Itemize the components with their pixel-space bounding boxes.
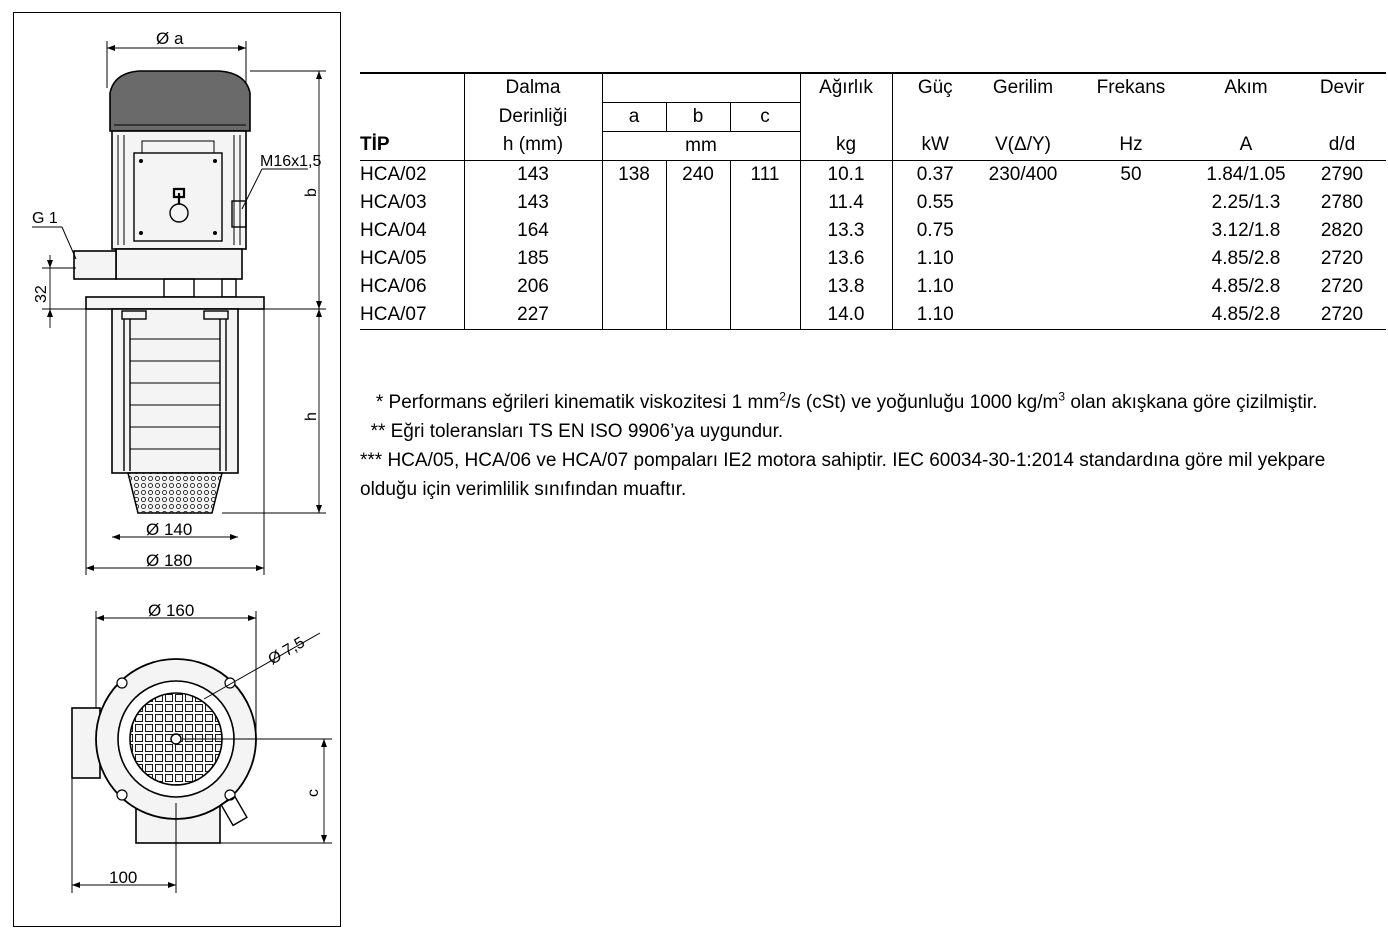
dim-7-5-label: Ø 7,5: [265, 634, 308, 669]
dim-140-label: Ø 140: [146, 520, 193, 539]
cell-b: 240: [666, 160, 730, 189]
header-akim: Akım: [1194, 73, 1298, 102]
header-amp: A: [1194, 131, 1298, 160]
header-dalma-1: Dalma: [464, 73, 602, 102]
header-c: c: [730, 102, 800, 131]
note-2-text: ** Eğri toleransları TS EN ISO 9906’ya uygundur.: [370, 421, 784, 442]
cell-v: [978, 189, 1068, 217]
header-mm: mm: [602, 131, 800, 160]
cell-kw: 0.55: [892, 189, 978, 217]
cell-v: [978, 273, 1068, 301]
header-v: V(Δ/Y): [978, 131, 1068, 160]
cell-h: 206: [464, 273, 602, 301]
cell-amp: 4.85/2.8: [1194, 301, 1298, 330]
outlet-port: [74, 251, 116, 279]
cell-dd: 2790: [1320, 163, 1364, 185]
table-row: [360, 160, 1386, 189]
cell-kg: 13.8: [800, 273, 892, 301]
cell-hz: [1068, 217, 1194, 245]
cell-c: [730, 217, 800, 245]
cell-kw: 0.37: [892, 160, 978, 189]
dim-32-label: 32: [33, 285, 50, 303]
technical-drawing-panel: [13, 12, 341, 927]
dim-100-label: 100: [109, 868, 138, 887]
dim-180-label: Ø 180: [146, 551, 193, 570]
cell-dd: 2720: [1320, 247, 1364, 269]
header-frekans: Frekans: [1068, 73, 1194, 102]
cell-dd: 2720: [1320, 275, 1364, 297]
note-1-part-c: olan akışkana göre çizilmiştir.: [1065, 392, 1318, 413]
cell-amp: 1.84/1.05: [1206, 163, 1286, 185]
cell-h: 185: [464, 245, 602, 273]
cell-kw: 1.10: [892, 273, 978, 301]
cell-hz: [1068, 189, 1194, 217]
cell-a: [602, 273, 666, 301]
cell-dd: 2820: [1320, 219, 1364, 241]
motor-flange: [116, 249, 242, 279]
cell-kg: 10.1: [800, 160, 892, 189]
dim-c-label: c: [305, 789, 322, 797]
cell-b: [666, 301, 730, 330]
cell-kg: 14.0: [800, 301, 892, 330]
spec-table: [360, 72, 1386, 330]
cell-kw: 1.10: [892, 301, 978, 330]
dim-h-label: h: [303, 412, 320, 421]
table-row: [360, 301, 1386, 330]
cell-h: 143: [464, 189, 602, 217]
cell-b: [666, 245, 730, 273]
table-row: [360, 273, 1386, 301]
dim-b-label: b: [303, 188, 320, 197]
cell-v: [978, 245, 1068, 273]
side-view: [32, 29, 326, 575]
cell-b: [666, 273, 730, 301]
cell-a: 138: [602, 160, 666, 189]
header-dalma-2: Derinliği: [464, 102, 602, 131]
cell-c: [730, 189, 800, 217]
note-1-part-a: * Performans eğrileri kinematik viskozitesi 1 mm: [375, 392, 780, 413]
cell-amp: 3.12/1.8: [1211, 219, 1281, 241]
header-hz: Hz: [1068, 131, 1194, 160]
cell-kg: 13.3: [800, 217, 892, 245]
cell-a: [602, 217, 666, 245]
cell-kw: 0.75: [892, 217, 978, 245]
header-agirlik: Ağırlık: [800, 73, 892, 102]
header-guc: Güç: [892, 73, 978, 102]
cell-hz: [1068, 301, 1194, 330]
header-kg: kg: [800, 131, 892, 160]
cell-c: [730, 245, 800, 273]
note-3-text: *** HCA/05, HCA/06 ve HCA/07 pompaları IE2 motora sahiptir. IEC 60034-30-1:2014 standardına göre mil yekpare olduğu için verimlilik sınıfından muaftır.: [360, 450, 1326, 500]
note-1-part-b: /s (cSt) ve yoğunluğu 1000 kg/m: [785, 392, 1059, 413]
pump-housing: [112, 309, 238, 473]
cell-amp: 4.85/2.8: [1211, 247, 1281, 269]
cell-hz: 50: [1120, 163, 1142, 185]
note-tolerance: [360, 417, 1370, 446]
cell-hz: [1068, 245, 1194, 273]
cell-kw: 1.10: [892, 245, 978, 273]
cell-amp: 2.25/1.3: [1211, 191, 1281, 213]
cell-amp: 4.85/2.8: [1211, 275, 1281, 297]
cell-h: 227: [464, 301, 602, 330]
header-gerilim: Gerilim: [978, 73, 1068, 102]
dim-a-label: Ø a: [156, 29, 184, 48]
cell-h: 143: [464, 160, 602, 189]
footnotes: [360, 388, 1370, 504]
cell-hz: [1068, 273, 1194, 301]
note-ie2: [360, 446, 1370, 504]
table-row: [360, 245, 1386, 273]
motor-fan-cover: [110, 71, 250, 131]
table-row: [360, 217, 1386, 245]
cell-tip: HCA/05: [360, 247, 427, 269]
header-dd: d/d: [1298, 131, 1386, 160]
mounting-plate: [86, 297, 264, 309]
note-1-sup-2: 3: [1058, 389, 1066, 404]
top-view: [72, 601, 332, 893]
header-devir: Devir: [1298, 73, 1386, 102]
cell-v: [978, 217, 1068, 245]
label-g1: G 1: [32, 210, 58, 227]
label-m16: M16x1,5: [260, 153, 322, 170]
note-performance: [360, 388, 1370, 417]
table-row: [360, 189, 1386, 217]
header-dalma-3: h (mm): [464, 131, 602, 160]
dim-160-label: Ø 160: [148, 601, 195, 620]
header-kw: kW: [892, 131, 978, 160]
cell-kg: 13.6: [800, 245, 892, 273]
cell-a: [602, 301, 666, 330]
cell-tip: HCA/02: [360, 163, 427, 185]
cell-kg: 11.4: [800, 189, 892, 217]
strainer: [128, 473, 222, 513]
cell-b: [666, 217, 730, 245]
cell-dd: 2780: [1320, 191, 1364, 213]
cell-c: [730, 273, 800, 301]
cell-tip: HCA/03: [360, 191, 427, 213]
cell-a: [602, 245, 666, 273]
header-b: b: [666, 102, 730, 131]
header-tip: TİP: [360, 131, 464, 160]
cell-c: 111: [730, 160, 800, 189]
cell-tip: HCA/06: [360, 275, 427, 297]
pump-drawing: [14, 13, 342, 928]
cell-v: [978, 301, 1068, 330]
cell-dd: 2720: [1298, 301, 1386, 330]
cell-h: 164: [464, 217, 602, 245]
cell-v: 230/400: [988, 163, 1058, 185]
cell-tip: HCA/04: [360, 219, 427, 241]
header-a: a: [602, 102, 666, 131]
cell-a: [602, 189, 666, 217]
cell-tip: HCA/07: [360, 301, 464, 330]
note-1-sup-1: 2: [779, 389, 786, 404]
cell-c: [730, 301, 800, 330]
cell-b: [666, 189, 730, 217]
